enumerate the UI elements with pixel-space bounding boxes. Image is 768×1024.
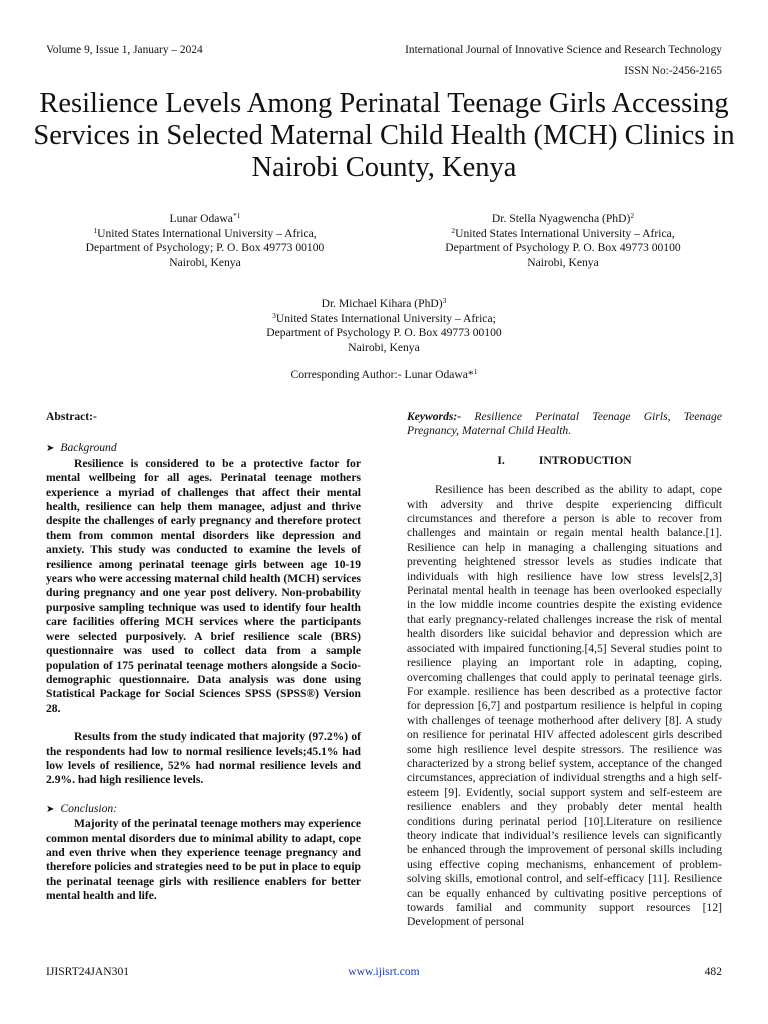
arrow-bullet-icon: ➤	[46, 443, 55, 455]
author-name: Dr. Stella Nyagwencha (PhD)$^2$	[491, 211, 635, 225]
keywords: Keywords:- Resilience Perinatal Teenage Girls, Teenage Pregnancy, Maternal Child Health.	[407, 410, 722, 438]
author-city: Nairobi, Kenya	[348, 340, 420, 354]
intro-column	[407, 410, 722, 930]
abstract-column	[46, 410, 361, 904]
author-affiliation: $^1$United States International University – Africa,	[93, 225, 317, 240]
background-subheading: ➤ Background	[46, 441, 117, 455]
footer-page-number: 482	[704, 965, 722, 978]
author-department: Department of Psychology P. O. Box 49773 00100	[445, 241, 681, 255]
paper-title: Resilience Levels Among Perinatal Teenage Girls Accessing Services in Selected Maternal Child Health (MCH) Clinics in Nairobi County, Kenya	[33, 88, 735, 183]
introduction-heading: I. INTRODUCTION	[497, 453, 632, 467]
header-volume: Volume 9, Issue 1, January – 2024	[46, 44, 203, 56]
abstract-results: Results from the study indicated that majority (97.2%) of the respondents had low to normal resilience levels;45.1% had low levels of resilience, 52% had normal resilience levels and 2.9%. had high resilience levels.	[46, 730, 361, 787]
footer-journal-link[interactable]: www.ijisrt.com	[348, 965, 420, 978]
introduction-text: Resilience has been described as the ability to adapt, cope with adversity and thrive despite experiencing difficult circumstances and therefore a person is able to recover from challenges and maintain or regain mental health balance.[1]. Resilience can help in managing a challenging situations and preventing heightened stressor levels as studies indicate that individuals with high resilience have low stress levels[2,3] Perinatal mental health in teenage has been overlooked especially in the low middle income countries despite the existing evidence that early pregnancy-related challenges increase the risk of mental health disorders like suicidal behavior and depression which are associated with impaired functioning.[4,5] Several studies point to resilience playing an important role in adapting, coping, overcoming challenges that could apply to perinatal teenage girls. For example. resilience has been described as a protective factor for depression [6,7] and postpartum resilience is helpful in coping with challenges of teenage motherhood after delivery [8]. A study on resilience for perinatal HIV affected adolescent girls described some high resilience level despite stressors. The resilience was characterized by a strong belief system, acceptance of the changed circumstances, appreciation of individual strengths and a high self-esteem [9]. Evidently, social support system and self-esteem are resilience enablers and they probably deter mental health conditions during perinatal period [10].Literature on resilience theory indicate that individual’s resilience levels can significantly be enhanced through the improvement of personal skills including using effective coping mechanisms, enhancement of problem-solving skills, emotional control, and self-efficacy [11]. Resilience can be equally enhanced by cultivating positive perceptions of towards familial and community support resources [12] Development of personal	[407, 483, 722, 929]
author-city: Nairobi, Kenya	[527, 255, 599, 269]
abstract-background: Resilience is considered to be a protective factor for mental wellbeing for all ages. Perinatal teenage mothers experience a myriad of challenges that affect their mental health, resilience can help them managee, adjust and thrive despite the challenges of early pregnancy and therefore protect them from common mental disorders like depression and anxiety. This study was conducted to examine the levels of resilience among perinatal teenage girls between age 10-19 years who were accessing maternal child health (MCH) services during pregnancy and one year post delivery. Non-probability purposive sampling technique was used to identify four health care facilities offering MCH services where the participants were selected purposively. A brief resilience scale (BRS) questionnaire was used to collect data from a sample population of 175 perinatal teenage mothers alongside a Socio-demographic questionnaire. Data analysis was done using Statistical Package for Social Sciences SPSS (SPSS®) Version 28.	[46, 456, 361, 715]
author-block-1	[46, 212, 364, 270]
author-department: Department of Psychology P. O. Box 49773 00100	[266, 326, 502, 340]
author-block-2	[404, 212, 722, 270]
corresponding-author: Corresponding Author:- Lunar Odawa*$^1$	[290, 367, 478, 381]
author-department: Department of Psychology; P. O. Box 49773 00100	[85, 241, 325, 255]
author-city: Nairobi, Kenya	[169, 255, 241, 269]
header-issn: ISSN No:-2456-2165	[624, 65, 722, 77]
author-block-3	[204, 297, 564, 355]
abstract-conclusion: Majority of the perinatal teenage mothers may experience common mental disorders due to minimal ability to adapt, cope and even thrive when they experience teenage pregnancy and therefore policies and strategies need to be put in place to equip the perinatal teenage girls with resilience enablers for better mental health and life.	[46, 817, 361, 903]
arrow-bullet-icon: ➤	[46, 803, 55, 815]
author-affiliation: $^2$United States International University – Africa,	[451, 225, 675, 240]
abstract-heading: Abstract:-	[46, 410, 97, 423]
author-affiliation: $^3$United States International University – Africa;	[272, 310, 496, 325]
header-journal-name: International Journal of Innovative Science and Research Technology	[405, 44, 722, 56]
footer-paper-id: IJISRT24JAN301	[46, 965, 130, 978]
author-name: Dr. Michael Kihara (PhD)$^3$	[321, 296, 447, 310]
author-name: Lunar Odawa$^{*1}$	[169, 211, 241, 225]
conclusion-subheading: ➤ Conclusion:	[46, 801, 118, 815]
